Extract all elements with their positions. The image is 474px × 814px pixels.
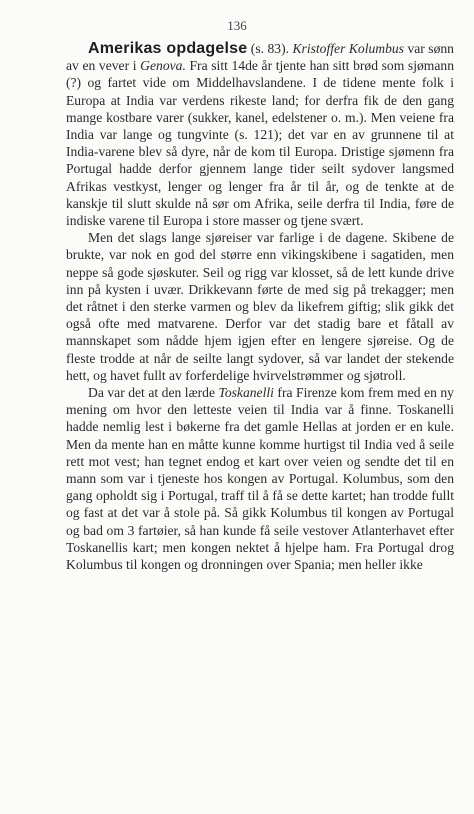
text-run: Men det slags lange sjøreiser var farlige i de dagene. Skibene de brukte, var nok en god del større enn vikingskibene i sagatiden, men neppe så gode sjøskuter. Seil og rigg var klosset, så de lett kunde drive inn på kysten i uvær. Drikkevann førte de med sig på trekagger; men det råtnet i den sterke varmen og blev da likefrem giftig; slik gikk det også ofte med matvarene. Derfor var det stadig bare et fåtall av mannskapet som nådde hjem igjen efter en lengere sjøreise. Og de fleste trodde at når de seilte langt sydover, så var landet der stekende hett, og havet fullt av forferdelige hvirvelstrømmer og sjøtroll. <box>66 230 454 383</box>
text-run: Da var det at den lærde <box>88 385 219 401</box>
text-run: fra Firenze kom frem med en ny mening om hvor den letteste veien til India var å finne. Toskanelli hadde nemlig lest i bøkerne fra det gamle Hellas at jorden er en kule. Men da mente han en måtte kunne komme hurtigst til India ved å seile rett mot vest; han tegnet endog et kart over veien og sendte det til en mann som var i tjeneste hos kongen av Portugal. Kolumbus, som den gang opholdt sig i Portugal, traff til å få se dette kartet; han trodde fullt og fast at det var å stole på. Så gikk Kolumbus til kongen av Portugal og bad om 3 fartøier, så han kunde få seile vestover Atlanterhavet efter Toskanellis kart; men kongen nektet å hjelpe ham. Fra Portugal drog Kolumbus til kongen og dronningen over Spania; men heller ikke <box>66 385 454 573</box>
text-run: Fra sitt 14de år tjente han sitt brød som sjømann (?) og fartet vide om Middelhavslandene. I de tidene mente folk i Europa at India var verdens rikeste land; for derfra fik de den gang mange kostbare varer (sukker, kanel, edelstener o. m.). Men veiene fra India var lange og tungvinte (s. 121); det var en av grunnene til at India-varene blev så dyre, når de kom til Europa. Dristige sjømenn fra Portugal hadde derfor gjennem lange tider seilt sydover langsmed Afrikas vestkyst, lenger og lenger fra år til år, og de tenkte at de kanskje til slutt skulde nå sør om Afrika, seile derfra til India, føre de indiske varene til Europa i store masser og tjene svært. <box>66 58 454 229</box>
section-heading: Amerikas opdagelse <box>88 40 248 57</box>
body-text <box>66 40 454 573</box>
text-run: (s. 83). <box>247 41 293 56</box>
paragraph-body <box>66 41 454 228</box>
paragraph <box>66 40 454 229</box>
page-number: 136 <box>227 18 247 33</box>
italic-text: Toskanelli <box>218 385 274 401</box>
paragraph <box>66 384 454 573</box>
italic-text: Kristoffer Kolumbus <box>292 41 404 56</box>
italic-text: Genova. <box>140 58 186 74</box>
paragraph <box>66 229 454 384</box>
text-run: var sønn av en vever i <box>66 41 454 74</box>
